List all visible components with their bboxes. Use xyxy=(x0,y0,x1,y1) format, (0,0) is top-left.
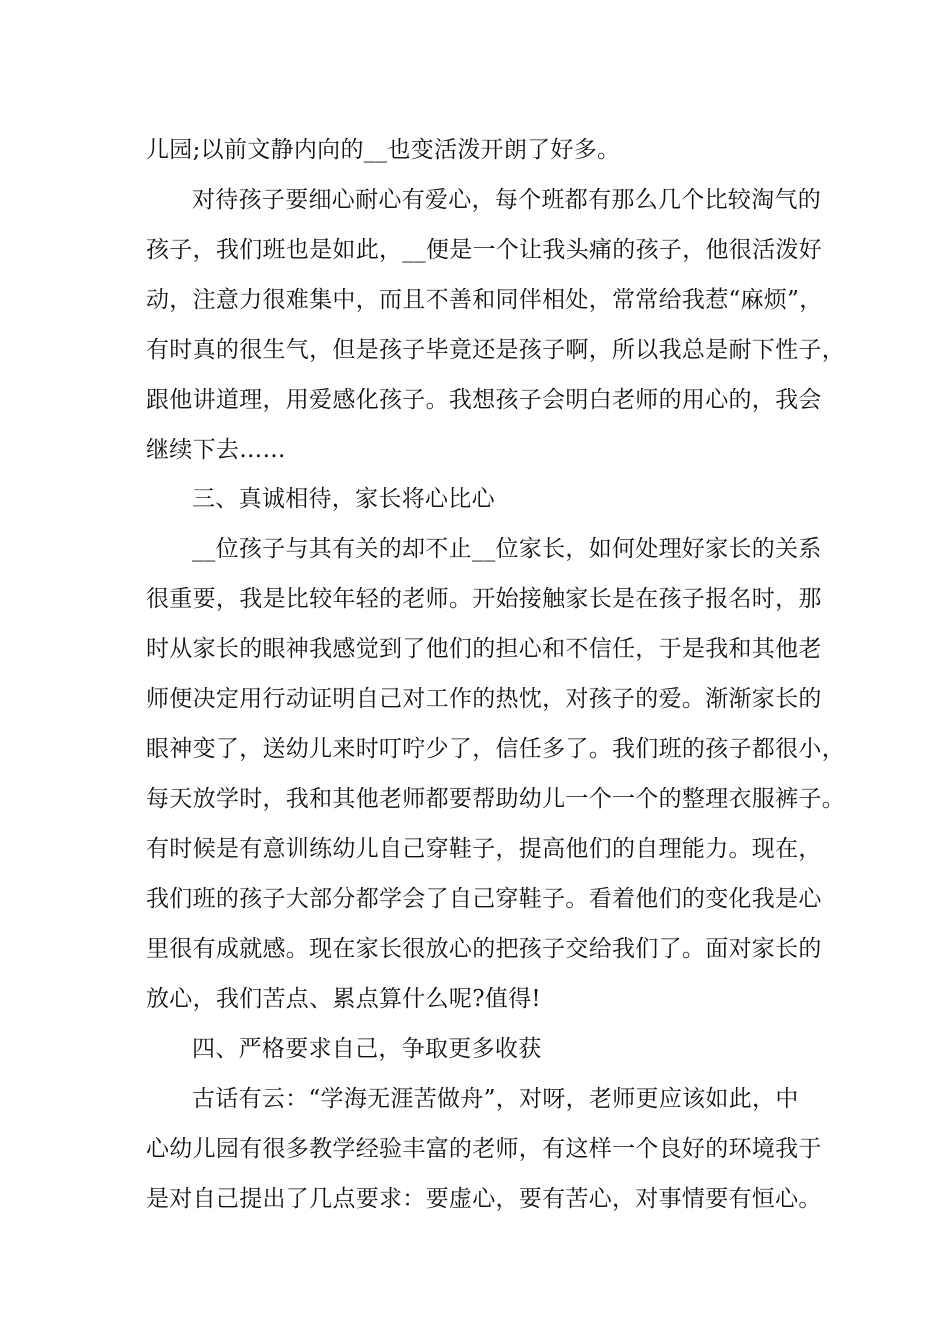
text-line: 每天放学时，我和其他老师都要帮助幼儿一个一个的整理衣服裤子。 xyxy=(146,786,845,812)
text-line: 放心，我们苦点、累点算什么呢?值得! xyxy=(146,986,541,1012)
paragraph-start-line: 对待孩子要细心耐心有爱心，每个班都有那么几个比较淘气的 xyxy=(192,187,822,213)
text-line: 有时候是有意训练幼儿自己穿鞋子，提高他们的自理能力。现在， xyxy=(146,836,822,862)
text-line: 跟他讲道理，用爱感化孩子。我想孩子会明白老师的用心的，我会 xyxy=(146,387,822,413)
text-line: 师便决定用行动证明自己对工作的热忱，对孩子的爱。渐渐家长的 xyxy=(146,686,822,712)
text-line: 儿园;以前文静内向的__也变活泼开朗了好多。 xyxy=(146,137,621,163)
text-line: 动，注意力很难集中，而且不善和同伴相处，常常给我惹“麻烦”， xyxy=(146,287,823,313)
text-line: 是对自己提出了几点要求：要虚心，要有苦心，对事情要有恒心。 xyxy=(146,1186,822,1212)
paragraph-start-line: 古话有云：“学海无涯苦做舟”，对呀，老师更应该如此，中 xyxy=(192,1086,799,1112)
text-line: 我们班的孩子大部分都学会了自己穿鞋子。看着他们的变化我是心 xyxy=(146,886,822,912)
text-line: 继续下去…… xyxy=(146,437,286,463)
text-line: 很重要，我是比较年轻的老师。开始接触家长是在孩子报名时，那 xyxy=(146,586,822,612)
paragraph-start-line: __位孩子与其有关的却不止__位家长，如何处理好家长的关系 xyxy=(192,536,822,562)
text-line: 孩子，我们班也是如此，__便是一个让我头痛的孩子，他很活泼好 xyxy=(146,237,822,263)
text-line: 有时真的很生气，但是孩子毕竟还是孩子啊，所以我总是耐下性子， xyxy=(146,337,845,363)
text-line: 心幼儿园有很多教学经验丰富的老师，有这样一个良好的环境我于 xyxy=(146,1136,822,1162)
section-heading: 四、严格要求自己，争取更多收获 xyxy=(192,1036,542,1062)
text-line: 时从家长的眼神我感觉到了他们的担心和不信任，于是我和其他老 xyxy=(146,636,822,662)
section-heading: 三、真诚相待，家长将心比心 xyxy=(192,486,495,512)
text-line: 眼神变了，送幼儿来时叮咛少了，信任多了。我们班的孩子都很小， xyxy=(146,736,845,762)
text-line: 里很有成就感。现在家长很放心的把孩子交给我们了。面对家长的 xyxy=(146,936,822,962)
